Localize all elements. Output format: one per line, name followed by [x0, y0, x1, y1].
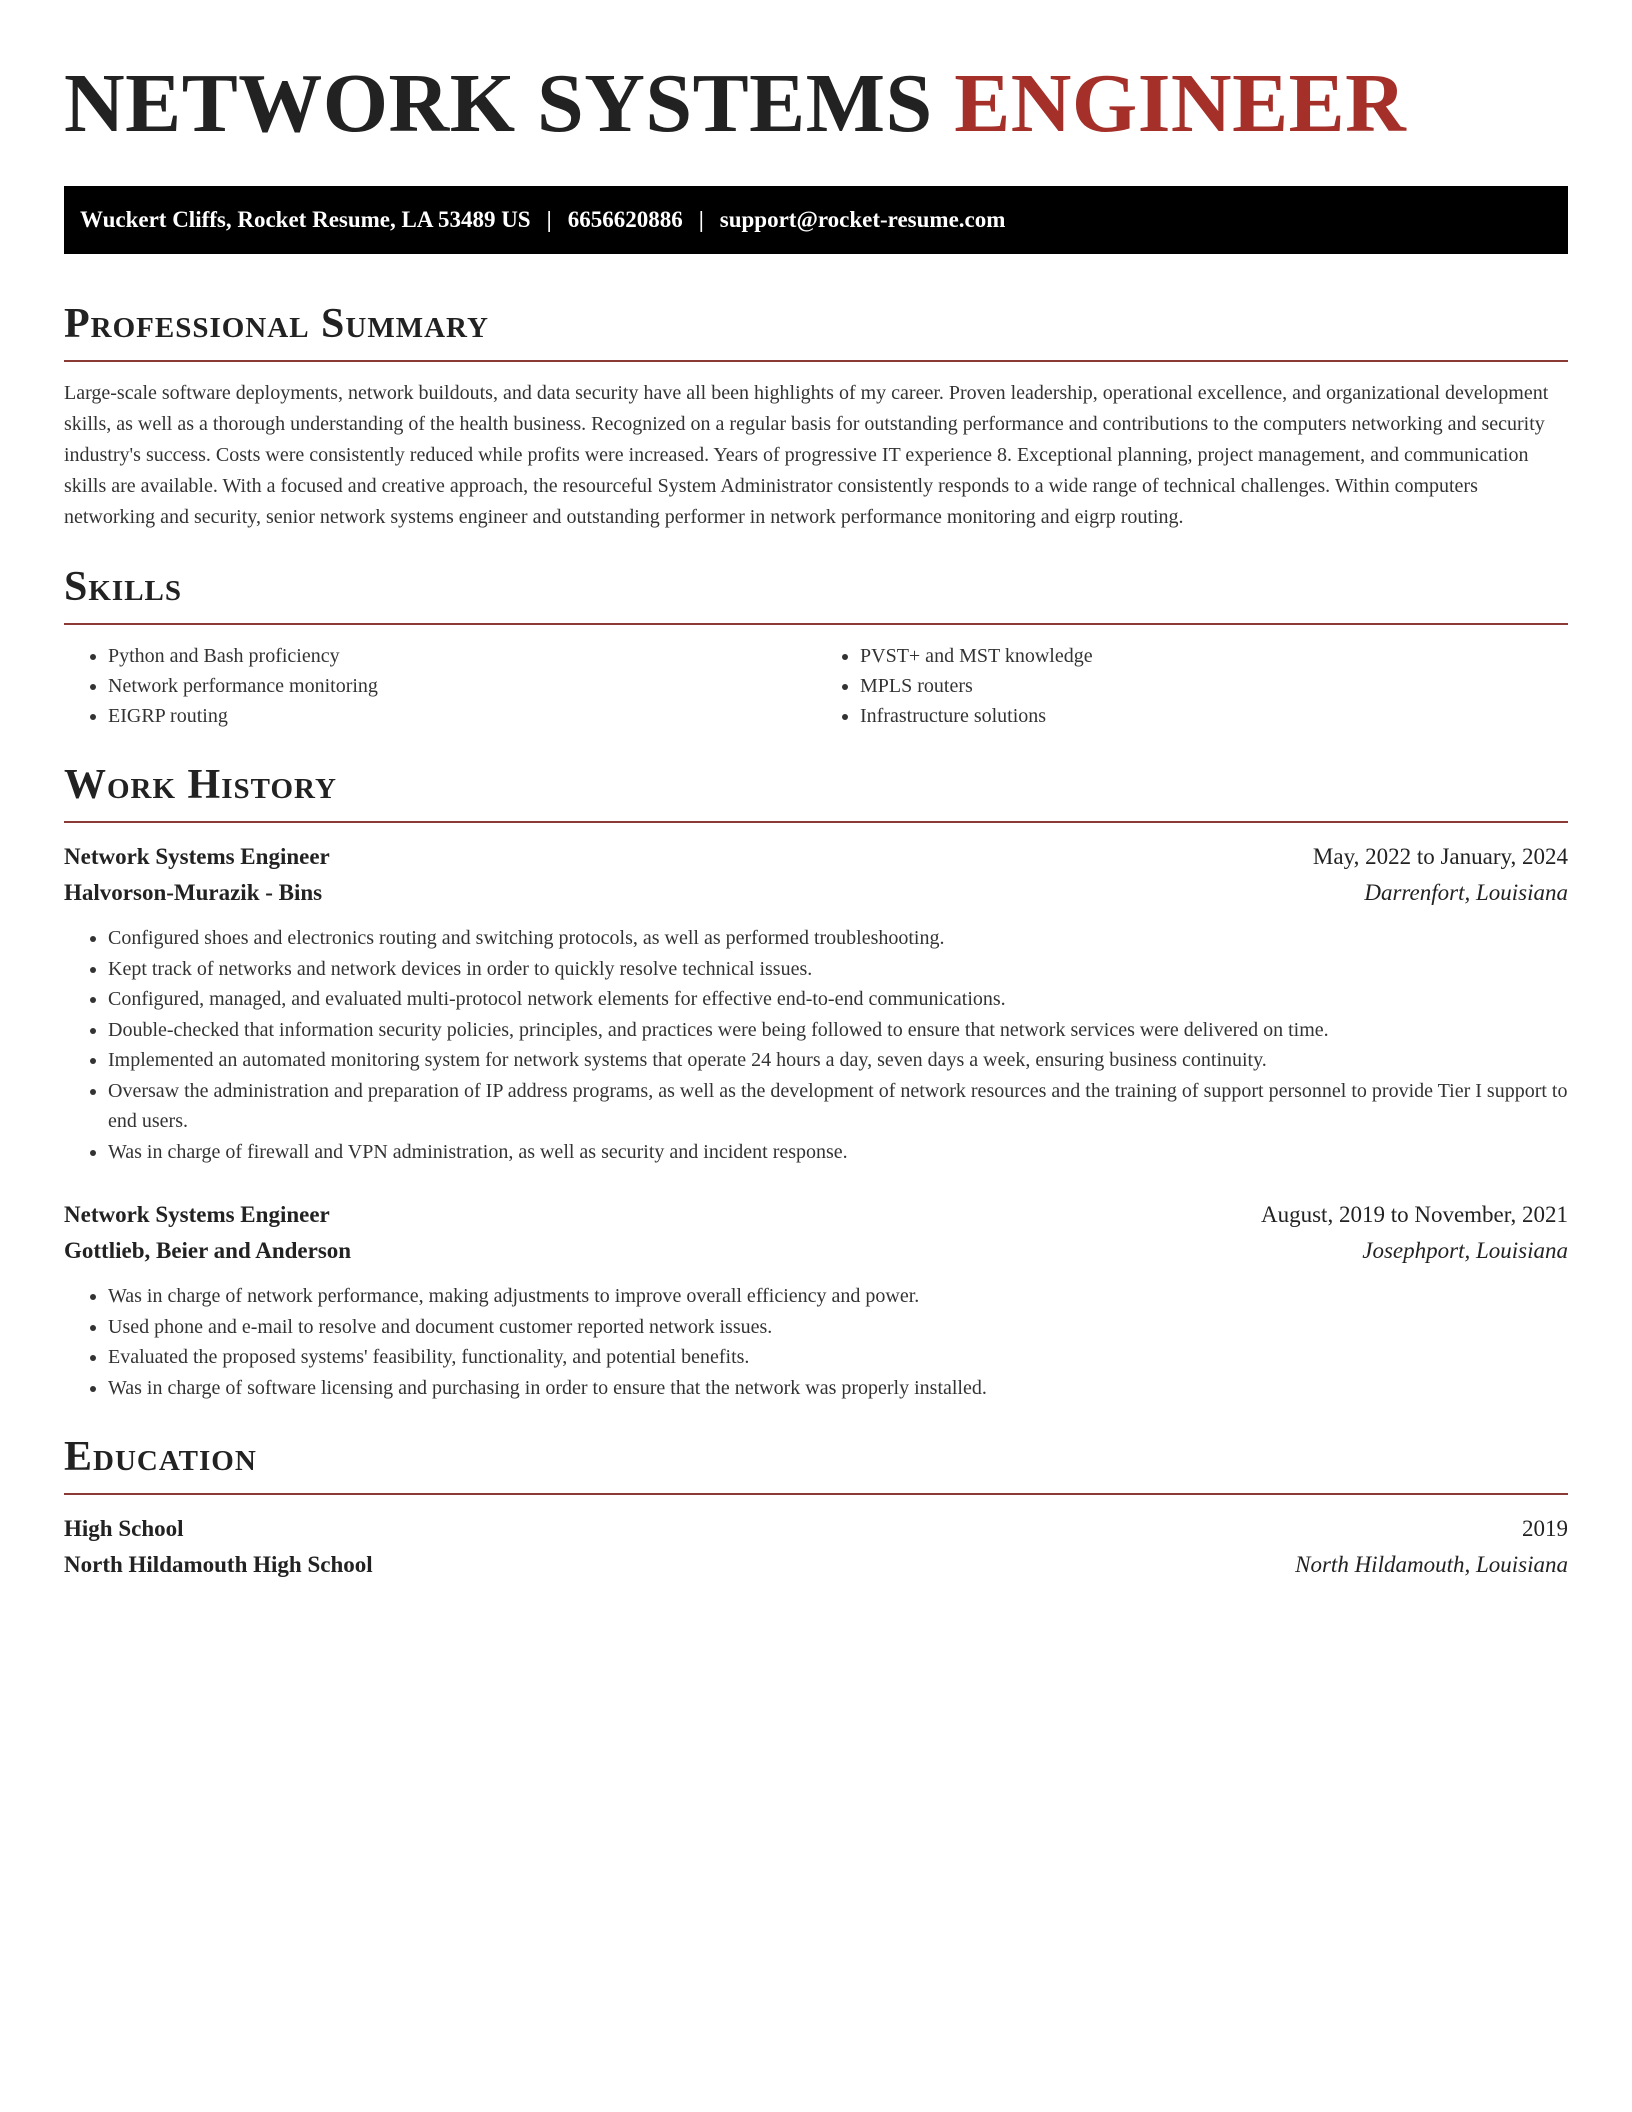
- contact-email: support@rocket-resume.com: [719, 207, 1006, 232]
- job-dates: August, 2019 to November, 2021: [1261, 1202, 1568, 1227]
- skill-item: • MPLS routers: [860, 671, 1568, 701]
- skills-section: [64, 561, 1568, 731]
- job-bullets: [64, 1281, 1568, 1403]
- job-entry: [64, 839, 1568, 1167]
- summary-text: Large-scale software deployments, network buildouts, and data security have all been highlights of my career. Proven leadership, operational excellence, and organizational development skills, as well as a thorough understanding of the health business. Recognized on a regular basis for outstanding performance and contributions to the computers networking and security industry's success. Costs were consistently reduced while profits were increased. Years of progressive IT experience 8. Exceptional planning, project management, and communication skills are available. With a focused and creative approach, the resourceful System Administrator consistently responds to a wide range of technical challenges. Within computers networking and security, senior network systems engineer and outstanding performer in network performance monitoring and eigrp routing.: [64, 382, 1549, 528]
- job-bullet: • Was in charge of firewall and VPN administration, as well as security and incident response.: [108, 1137, 1568, 1168]
- job-header: [64, 1197, 1568, 1233]
- work-history-section: [64, 759, 1568, 1403]
- contact-separator: |: [546, 207, 552, 232]
- job-subheader: [64, 1233, 1568, 1269]
- skills-heading: Skills: [64, 564, 183, 610]
- summary-section: [64, 298, 1568, 533]
- skill-item: • Network performance monitoring: [108, 671, 816, 701]
- skill-item: • Infrastructure solutions: [860, 701, 1568, 731]
- job-bullet: • Used phone and e-mail to resolve and document customer reported network issues.: [108, 1312, 1568, 1343]
- skill-item: • EIGRP routing: [108, 701, 816, 731]
- job-bullet: • Kept track of networks and network devices in order to quickly resolve technical issues.: [108, 954, 1568, 985]
- job-company: Halvorson-Murazik - Bins: [64, 880, 323, 905]
- skills-column-left: [64, 641, 816, 731]
- job-bullet: • Was in charge of software licensing and purchasing in order to ensure that the network was properly installed.: [108, 1373, 1568, 1404]
- job-bullet: • Was in charge of network performance, making adjustments to improve overall efficiency and power.: [108, 1281, 1568, 1312]
- contact-address: Wuckert Cliffs, Rocket Resume, LA 53489 US: [80, 207, 531, 232]
- job-bullet: • Configured, managed, and evaluated multi-protocol network elements for effective end-to-end communications.: [108, 984, 1568, 1015]
- name-primary: NETWORK SYSTEMS: [64, 57, 933, 150]
- section-divider: [64, 360, 1568, 362]
- job-title: Network Systems Engineer: [64, 844, 330, 869]
- job-dates: May, 2022 to January, 2024: [1312, 844, 1568, 869]
- skills-column-right: [816, 641, 1568, 731]
- education-section: [64, 1431, 1568, 1583]
- education-location: North Hildamouth, Louisiana: [1295, 1552, 1568, 1577]
- name-accent: ENGINEER: [954, 57, 1407, 150]
- section-divider: [64, 821, 1568, 823]
- job-location: Josephport, Louisiana: [1362, 1238, 1568, 1263]
- job-entry: [64, 1197, 1568, 1403]
- skills-list: [64, 641, 1568, 731]
- contact-bar: [64, 186, 1568, 254]
- job-title: Network Systems Engineer: [64, 1202, 330, 1227]
- job-bullet: • Configured shoes and electronics routing and switching protocols, as well as performed troubleshooting.: [108, 923, 1568, 954]
- section-divider: [64, 623, 1568, 625]
- job-bullet: • Oversaw the administration and preparation of IP address programs, as well as the development of network resources and the training of support personnel to provide Tier I support to end users.: [108, 1076, 1568, 1137]
- skill-item: • Python and Bash proficiency: [108, 641, 816, 671]
- education-header: [64, 1511, 1568, 1547]
- education-year: 2019: [1522, 1516, 1568, 1541]
- education-degree: High School: [64, 1516, 184, 1541]
- job-bullet: • Double-checked that information security policies, principles, and practices were being followed to ensure that network services were delivered on time.: [108, 1015, 1568, 1046]
- summary-heading: Professional Summary: [64, 301, 489, 347]
- job-bullets: [64, 923, 1568, 1167]
- job-bullet: • Evaluated the proposed systems' feasibility, functionality, and potential benefits.: [108, 1342, 1568, 1373]
- job-header: [64, 839, 1568, 875]
- job-bullet: • Implemented an automated monitoring system for network systems that operate 24 hours a day, seven days a week, ensuring business continuity.: [108, 1045, 1568, 1076]
- education-heading: Education: [64, 1434, 257, 1480]
- education-school: North Hildamouth High School: [64, 1552, 373, 1577]
- contact-separator: |: [698, 207, 704, 232]
- contact-phone: 6656620886: [567, 207, 683, 232]
- resume-name: [64, 56, 1568, 152]
- job-location: Darrenfort, Louisiana: [1364, 880, 1568, 905]
- job-company: Gottlieb, Beier and Anderson: [64, 1238, 352, 1263]
- section-divider: [64, 1493, 1568, 1495]
- work-history-heading: Work History: [64, 762, 337, 808]
- education-entry: [64, 1511, 1568, 1583]
- skill-item: • PVST+ and MST knowledge: [860, 641, 1568, 671]
- job-subheader: [64, 875, 1568, 911]
- education-subheader: [64, 1547, 1568, 1583]
